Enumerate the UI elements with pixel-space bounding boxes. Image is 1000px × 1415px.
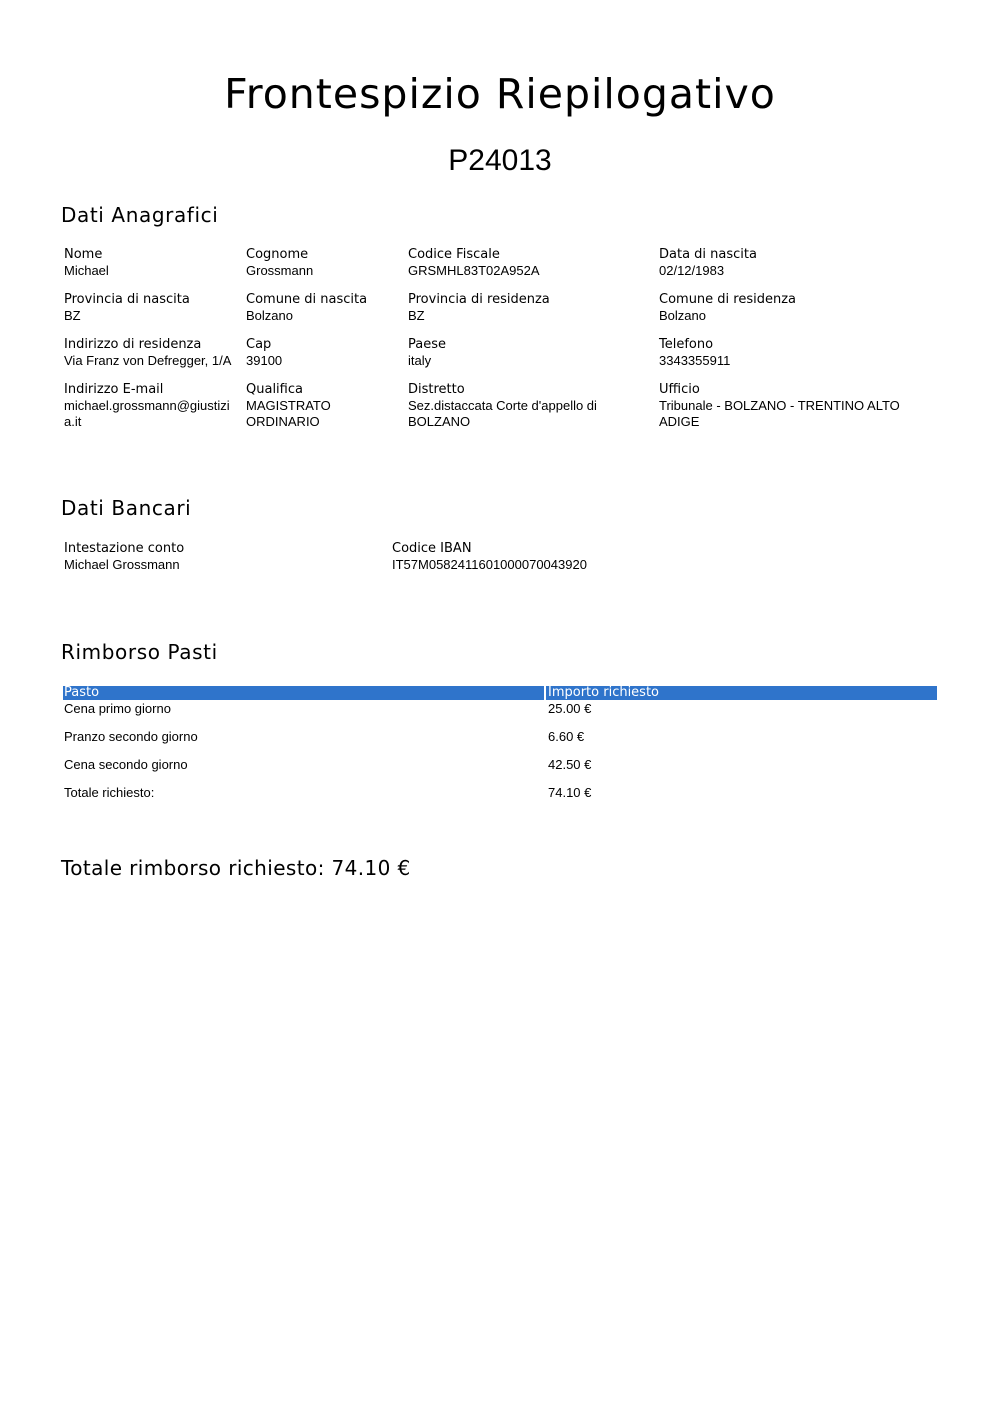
field-distretto (408, 381, 608, 430)
column-header-importo: Importo richiesto (546, 686, 937, 700)
field-value: Michael Grossmann (64, 557, 180, 572)
field-value: Via Franz von Defregger, 1/A (64, 353, 232, 368)
field-value: Sez.distaccata Corte d'appello di BOLZANO (408, 398, 597, 429)
section-title-pasti: Rimborso Pasti (61, 640, 218, 664)
field-paese (408, 336, 652, 369)
field-value: GRSMHL83T02A952A (408, 263, 540, 278)
field-label: Provincia di nascita (64, 292, 190, 307)
field-comune-residenza (659, 291, 909, 324)
field-label: Cap (246, 337, 272, 352)
cell-pasto: Cena primo giorno (64, 701, 171, 716)
document-title: Frontespizio Riepilogativo (224, 70, 776, 118)
field-email (64, 381, 240, 430)
field-telefono (659, 336, 909, 369)
field-codice-iban (392, 540, 712, 573)
field-value: MAGISTRATO ORDINARIO (246, 398, 331, 429)
field-cap (246, 336, 404, 369)
field-provincia-residenza (408, 291, 652, 324)
field-label: Qualifica (246, 382, 303, 397)
field-codice-fiscale (408, 246, 652, 279)
cell-pasto: Totale richiesto: (64, 785, 155, 800)
field-label: Distretto (408, 382, 465, 397)
field-value: IT57M0582411601000070043920 (392, 557, 587, 572)
field-value: Bolzano (659, 308, 706, 323)
field-value: 3343355911 (659, 353, 731, 368)
field-value: 02/12/1983 (659, 263, 725, 278)
field-label: Indirizzo di residenza (64, 337, 202, 352)
field-label: Intestazione conto (64, 541, 185, 556)
section-title-bancari: Dati Bancari (61, 496, 192, 520)
field-value: BZ (64, 308, 81, 323)
field-provincia-nascita (64, 291, 242, 324)
total-reimbursement: Totale rimborso richiesto: 74.10 € (61, 856, 411, 880)
field-value: BZ (408, 308, 425, 323)
table-row-total (63, 784, 937, 812)
field-label: Cognome (246, 247, 309, 262)
cell-importo: 6.60 € (548, 729, 585, 744)
field-label: Ufficio (659, 382, 700, 397)
field-ufficio (659, 381, 909, 430)
field-label: Codice Fiscale (408, 247, 500, 262)
cell-importo: 25.00 € (548, 701, 592, 716)
section-title-anagrafici: Dati Anagrafici (61, 203, 219, 227)
field-value: Tribunale - BOLZANO - TRENTINO ALTO ADIGE (659, 398, 900, 429)
field-label: Paese (408, 337, 446, 352)
cell-pasto: Pranzo secondo giorno (64, 729, 198, 744)
field-data-nascita (659, 246, 909, 279)
field-label: Indirizzo E-mail (64, 382, 164, 397)
field-label: Comune di residenza (659, 292, 797, 307)
field-label: Telefono (659, 337, 714, 352)
field-qualifica (246, 381, 396, 430)
field-label: Codice IBAN (392, 541, 472, 556)
table-row (63, 700, 937, 728)
table-row (63, 728, 937, 756)
table-row (63, 756, 937, 784)
cell-importo: 74.10 € (548, 785, 592, 800)
field-comune-nascita (246, 291, 404, 324)
field-label: Comune di nascita (246, 292, 368, 307)
field-value: michael.grossmann@giustizia.it (64, 398, 230, 429)
field-label: Data di nascita (659, 247, 757, 262)
cell-importo: 42.50 € (548, 757, 592, 772)
column-header-pasto: Pasto (63, 686, 544, 700)
field-label: Provincia di residenza (408, 292, 550, 307)
field-intestazione-conto (64, 540, 364, 573)
meal-table (63, 686, 937, 812)
field-cognome (246, 246, 404, 279)
table-header (63, 686, 937, 700)
field-nome (64, 246, 242, 279)
field-value: Michael (64, 263, 109, 278)
field-indirizzo-residenza (64, 336, 242, 369)
cell-pasto: Cena secondo giorno (64, 757, 188, 772)
field-value: 39100 (246, 353, 283, 368)
field-value: Bolzano (246, 308, 293, 323)
field-value: italy (408, 353, 432, 368)
field-label: Nome (64, 247, 103, 262)
document-code: P24013 (448, 144, 552, 177)
field-value: Grossmann (246, 263, 314, 278)
